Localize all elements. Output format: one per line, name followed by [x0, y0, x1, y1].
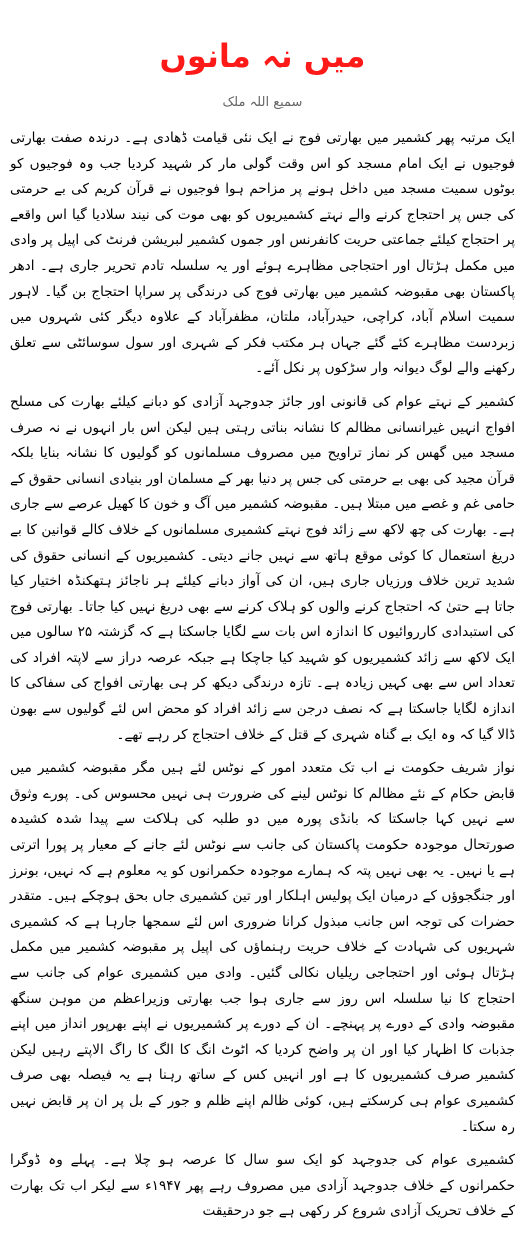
paragraph-3: نواز شریف حکومت نے اب تک متعدد امور کے نوٹس لئے ہیں مگر مقبوضہ کشمیر میں قابض حکام کے نئے مظالم کا نوٹس لینے کی ضرورت ہی نہیں محسوس کی۔ پورے وثوق سے نہیں کہا جاسکتا کہ بانڈی پورہ میں دو طلبہ کی ہلاکت سے پیدا شدہ کشیدہ صورتحال موجودہ حکومت پاکستان کی جانب سے نوٹس لئے جانے کے معیار پر پورا اترتی ہے یا نہیں۔ یہ بھی نہیں پتہ کہ ہمارے موجودہ حکمرانوں کو یہ معلوم ہے کہ نہیں، بونرز اور جنگجوؤں کے درمیان ایک پولیس اہلکار اور تین کشمیری جاں بحق ہوچکے ہیں۔ متقدر حضرات کی توجہ اس جانب مبذول کرانا ضروری اس لئے سمجھا جارہا ہے کہ کشمیری شہریوں کی شہادت کے خلاف حریت رہنماؤں کی اپیل پر مقبوضہ کشمیر میں مکمل ہڑتال ہوئی اور احتجاجی ریلیاں نکالی گئیں۔ وادی میں کشمیری عوام کی جانب سے احتجاج کا نیا سلسلہ اس روز سے جاری ہوا جب بھارتی وزیراعظم من موہن سنگھ مقبوضہ وادی کے دورے پر پہنچے۔ ان کے دورے پر کشمیریوں نے اپنے بھرپور انداز میں اپنے جذبات کا اظہار کیا اور ان پر واضح کردیا کہ اٹوٹ انگ کا الگ کا راگ الاپتے رہیں لیکن کشمیر صرف کشمیریوں کا ہے اور انہیں کس کے ساتھ رہنا ہے یہ فیصلہ بھی صرف کشمیری عوام ہی کرسکتے ہیں، کوئی ظالم اپنے ظلم و جور کے بل پر ان پر قابض نہیں رہ سکتا۔	[10, 760, 515, 1135]
article-title: میں نہ مانوں	[159, 37, 366, 75]
paragraph-1: ایک مرتبہ پھر کشمیر میں بھارتی فوج نے ایک نئی قیامت ڈھادی ہے۔ درندہ صفت بھارتی فوجیوں نے ایک امام مسجد کو اس وقت گولی مار کر شہید کردیا جب وہ فوجیوں کو بوٹوں سمیت مسجد میں داخل ہونے پر مزاحم ہوا فوجیوں نے قرآن کریم کی بے حرمتی کی جس پر احتجاج کرنے والے نہتے کشمیریوں کو بھی موت کی نیند سلادیا گیا اس واقعے پر احتجاج کیلئے جماعتی حریت کانفرنس اور جموں کشمیر لبریشن فرنٹ کی اپیل پر وادی میں مکمل ہڑتال اور احتجاجی مظاہرے ہوئے اور یہ سلسلہ تادم تحریر جاری ہے۔ ادھر پاکستان بھی مقبوضہ کشمیر میں بھارتی فوج کی درندگی پر سراپا احتجاج بن گیا۔ لاہور سمیت اسلام آباد، کراچی، حیدرآباد، ملتان، مظفرآباد کے علاوہ دیگر کئی شہروں میں زبردست مظاہرے کئے گئے جہاں ہر مکتب فکر کے شہری اور سول سوسائٹی سے تعلق رکھنے والے لوگ دیوانہ وار سڑکوں پر نکل آئے۔	[10, 130, 515, 377]
paragraph-4: کشمیری عوام کی جدوجہد کو ایک سو سال کا عرصہ ہو چلا ہے۔ پہلے وہ ڈوگرا حکمرانوں کے خلاف جدوجہد آزادی میں مصروف رہے پھر ۱۹۴۷ء سے لیکر اب تک بھارت کے خلاف تحریک آزادی شروع کر رکھی ہے جو درحقیقت	[10, 1152, 515, 1220]
author-name: سمیع اللہ ملک	[222, 95, 303, 110]
article-body	[10, 126, 515, 1225]
paragraph-2: کشمیر کے نہتے عوام کی قانونی اور جائز جدوجہد آزادی کو دبانے کیلئے بھارت کی مسلح افواج انہیں غیرانسانی مظالم کا نشانہ بناتی رہتی ہیں لیکن اس بار انہوں نے نہ صرف مسجد میں گھس کر نماز تراویح میں مصروف مسلمانوں کو گولیوں کا نشانہ بنایا بلکہ قرآن مجید کی بھی بے حرمتی کی جس پر دنیا بھر کے مسلمان اور بنیادی انسانی حقوق کے حامی غم و غصے میں مبتلا ہیں۔ مقبوضہ کشمیر میں آگ و خون کا کھیل عرصے سے جاری ہے۔ بھارت کی چھ لاکھ سے زائد فوج نہتے کشمیری مسلمانوں کے خلاف کالے قوانین کا بے دریغ استعمال کا کوئی موقع ہاتھ سے نہیں جانے دیتی۔ کشمیریوں کے انسانی حقوق کی شدید ترین خلاف ورزیاں جاری ہیں، ان کی آواز دبانے کیلئے ہر ناجائز ہتھکنڈہ اختیار کیا جاتا ہے حتیٰ کہ احتجاج کرنے والوں کو ہلاک کرنے سے بھی دریغ نہیں کیا جاتا۔ بھارتی فوج کی استبدادی کارروائیوں کا اندازہ اس بات سے لگایا جاسکتا ہے کہ گزشتہ ۲۵ سالوں میں ایک لاکھ سے زائد کشمیریوں کو شہید کیا جاچکا ہے جبکہ عرصہ دراز سے لاپتہ افراد کی تعداد اس سے بھی کہیں زیادہ ہے۔ تازہ درندگی دیکھ کر ہی بھارتی افواج کی سفاکی کا اندازہ لگایا جاسکتا ہے کہ نصف درجن سے زائد افراد کو محض اس لئے گولیوں سے بھون ڈالا گیا کہ وہ ایک بے گناہ شہری کے قتل کے خلاف احتجاج کر رہے تھے۔	[10, 393, 515, 743]
